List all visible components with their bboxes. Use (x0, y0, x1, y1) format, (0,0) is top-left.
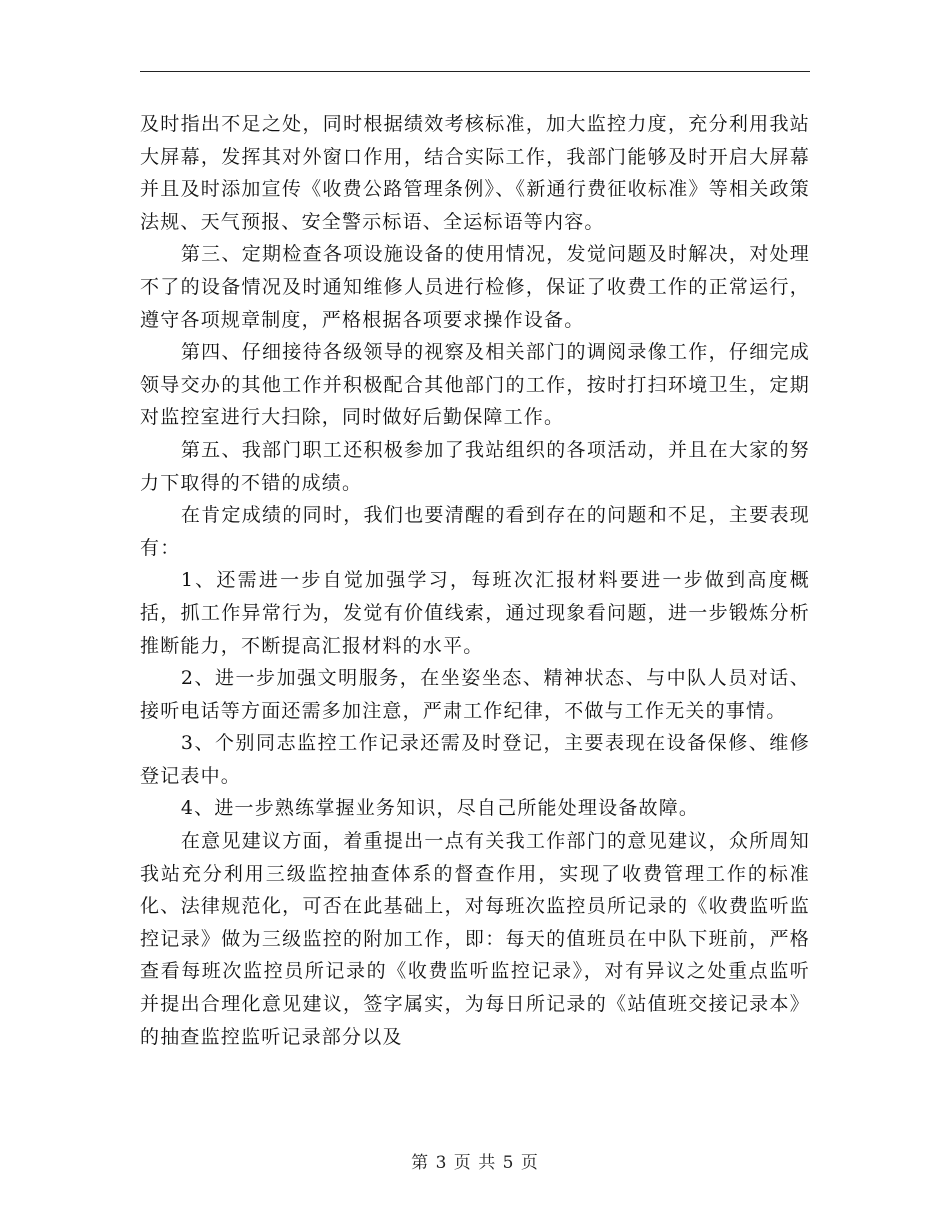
paragraph-5: 在肯定成绩的同时，我们也要清醒的看到存在的问题和不足，主要表现有： (140, 504, 810, 559)
header-rule (140, 71, 810, 72)
paragraph-4: 第五、我部门职工还积极参加了我站组织的各项活动，并且在大家的努力下取得的不错的成绩。 (140, 438, 810, 494)
paragraph-2: 第三、定期检查各项设施设备的使用情况，发觉问题及时解决，对处理不了的设备情况及时通知维修人员进行检修，保证了收费工作的正常运行，遵守各项规章制度，严格根据各项要求操作设备。 (140, 243, 810, 331)
paragraph-1: 及时指出不足之处，同时根据绩效考核标准，加大监控力度，充分利用我站大屏幕，发挥其对外窗口作用，结合实际工作，我部门能够及时开启大屏幕并且及时添加宣传《收费公路管理条例》、《新通行费征收标准》等相关政策法规、天气预报、安全警示标语、全运标语等内容。 (140, 113, 810, 233)
footer-prefix: 第 (411, 1153, 430, 1173)
paragraph-6: 1、还需进一步自觉加强学习，每班次汇报材料要进一步做到高度概括，抓工作异常行为，发觉有价值线索，通过现象看问题，进一步锻炼分析推断能力，不断提高汇报材料的水平。 (140, 569, 810, 657)
footer-total-pages: 5 (502, 1153, 515, 1173)
footer-mid: 页 共 (453, 1153, 497, 1173)
document-body (140, 108, 810, 1053)
paragraph-3: 第四、仔细接待各级领导的视察及相关部门的调阅录像工作，仔细完成领导交办的其他工作并积极配合其他部门的工作，按时打扫环境卫生，定期对监控室进行大扫除，同时做好后勤保障工作。 (140, 341, 810, 429)
paragraph-8: 3、个别同志监控工作记录还需及时登记，主要表现在设备保修、维修登记表中。 (140, 732, 810, 787)
paragraph-10: 在意见建议方面，着重提出一点有关我工作部门的意见建议，众所周知我站充分利用三级监控抽查体系的督查作用，实现了收费管理工作的标准化、法律规范化，可否在此基础上，对每班次监控员所记录的《收费监听监控记录》做为三级监控的附加工作，即：每天的值班员在中队下班前，严格查看每班次监控员所记录的《收费监听监控记录》，对有异议之处重点监听并提出合理化意见建议，签字属实，为每日所记录的《站值班交接记录本》的抽查监控监听记录部分以及 (140, 830, 810, 1048)
page-footer (0, 1148, 950, 1173)
footer-page-number: 3 (435, 1153, 448, 1173)
footer-suffix: 页 (520, 1153, 539, 1173)
paragraph-7: 2、进一步加强文明服务，在坐姿坐态、精神状态、与中队人员对话、接听电话等方面还需多加注意，严肃工作纪律，不做与工作无关的事情。 (140, 667, 810, 722)
paragraph-9: 4、进一步熟练掌握业务知识，尽自己所能处理设备故障。 (180, 797, 700, 820)
